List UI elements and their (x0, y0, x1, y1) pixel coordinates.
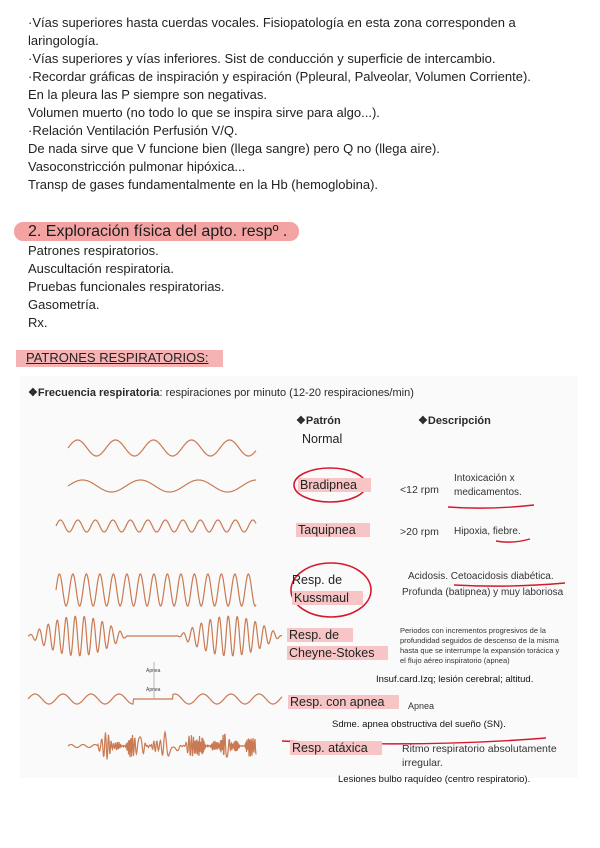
list-item: Pruebas funcionales respiratorias. (28, 279, 225, 294)
section-title (14, 222, 299, 242)
patrones-heading: PATRONES RESPIRATORIOS: (16, 350, 223, 367)
apnea-desc: Apnea (408, 701, 435, 711)
exploration-list (28, 242, 225, 332)
taquipnea-label: Taquipnea (296, 523, 370, 537)
figure-header-rest: : respiraciones por minuto (12-20 respiraciones/min) (159, 387, 414, 399)
bullet-icon: ❖ (418, 415, 428, 427)
pattern-apnea-name (288, 693, 399, 711)
cheyne-wave (28, 616, 282, 655)
apnea-label: Resp. con apnea (288, 695, 399, 709)
note-line: ·Recordar gráficas de inspiración y espiración (Ppleural, Palveolar, Volumen Corriente). (28, 69, 531, 84)
note-line: ·Relación Ventilación Perfusión V/Q. (28, 123, 238, 138)
list-item: Gasometría. (28, 297, 100, 312)
ataxica-note: Lesiones bulbo raquídeo (centro respiratorio). (338, 774, 531, 785)
figure-header (28, 386, 414, 399)
pattern-bradipnea-name (298, 476, 371, 494)
list-item: Auscultación respiratoria. (28, 261, 174, 276)
note-line: Vasoconstricción pulmonar hipóxica... (28, 159, 246, 174)
ataxica-label: Resp. atáxica (290, 741, 382, 755)
col-patron (296, 414, 341, 427)
pattern-kussmaul-name-2 (292, 589, 363, 607)
bradipnea-wave (68, 480, 256, 492)
apnea-small-label: Apnea (146, 687, 161, 693)
taquipnea-desc: Hipoxia, fiebre. (454, 526, 521, 537)
pattern-cheyne-name-1 (287, 626, 353, 644)
note-line: ·Vías superiores y vías inferiores. Sist de conducción y superficie de intercambio. (28, 51, 496, 66)
pattern-kussmaul-name-1: Resp. de (292, 573, 343, 587)
ataxica-wave (68, 732, 256, 759)
note-line: Volumen muerto (no todo lo que se inspira sirve para algo...). (28, 105, 380, 120)
ataxica-desc-2: irregular. (402, 757, 443, 769)
list-item: Patrones respiratorios. (28, 243, 159, 258)
fiebre-underline (496, 539, 530, 542)
ataxica-desc-1: Ritmo respiratorio absolutamente (402, 743, 557, 755)
apnea-small-label: Apnea (146, 668, 161, 674)
pattern-taquipnea-name (296, 521, 370, 539)
note-line: ·Vías superiores hasta cuerdas vocales. Fisiopatología en esta zona corresponden a laringología. (28, 15, 516, 48)
figure-header-bold: Frecuencia respiratoria (37, 387, 160, 399)
cheyne-desc-1: Periodos con incrementos progresivos de la (400, 626, 546, 635)
list-item: Rx. (28, 315, 48, 330)
bradipnea-desc-2: medicamentos. (454, 487, 522, 498)
bradipnea-label: Bradipnea (298, 478, 371, 492)
pattern-ataxica-name (290, 739, 382, 757)
note-line: Transp de gases fundamentalmente en la Hb (hemoglobina). (28, 177, 379, 192)
cheyne-note: Insuf.card.Izq; lesión cerebral; altitud. (376, 674, 534, 685)
notes-block (28, 14, 588, 194)
col-descripcion (418, 414, 491, 427)
bullet-icon: ❖ (28, 387, 38, 399)
cheyne-desc-2: profundidad seguidos de descenso de la misma (400, 636, 559, 645)
apnea-wave (28, 694, 282, 704)
note-line: En la pleura las P siempre son negativas. (28, 87, 267, 102)
pattern-normal-name: Normal (302, 432, 343, 446)
pattern-cheyne-name-2 (287, 644, 388, 662)
normal-wave (68, 440, 256, 456)
bullet-icon: ❖ (296, 415, 306, 427)
taquipnea-wave (56, 520, 256, 532)
kussmaul-desc-2: Profunda (batipnea) y muy laboriosa (402, 587, 564, 598)
medicamentos-underline (448, 505, 534, 508)
col-patron-label: Patrón (305, 415, 341, 427)
section-title-text: 2. Exploración física del apto. respº . (14, 222, 299, 241)
cheyne-desc-3: hasta que se interrumpe la expansión torácica y (400, 646, 560, 655)
kussmaul-desc-1: Acidosis. Cetoacidosis diabética. (408, 571, 554, 582)
kussmaul-wave (56, 574, 256, 606)
col-descripcion-label: Descripción (427, 415, 491, 427)
bradipnea-desc-1: Intoxicación x (454, 473, 515, 484)
kussmaul-label: Kussmaul (292, 591, 363, 605)
taquipnea-rate: >20 rpm (400, 526, 439, 538)
cheyne-label-2: Cheyne-Stokes (287, 646, 388, 660)
cheyne-label-1: Resp. de (287, 628, 353, 642)
breathing-patterns-figure (20, 376, 578, 785)
note-line: De nada sirve que V funcione bien (llega sangre) pero Q no (llega aire). (28, 141, 440, 156)
bradipnea-rate: <12 rpm (400, 484, 439, 496)
apnea-note: Sdme. apnea obstructiva del sueño (SN). (332, 719, 506, 730)
cheyne-desc-4: el flujo aéreo inspiratorio (apnea) (400, 656, 510, 665)
